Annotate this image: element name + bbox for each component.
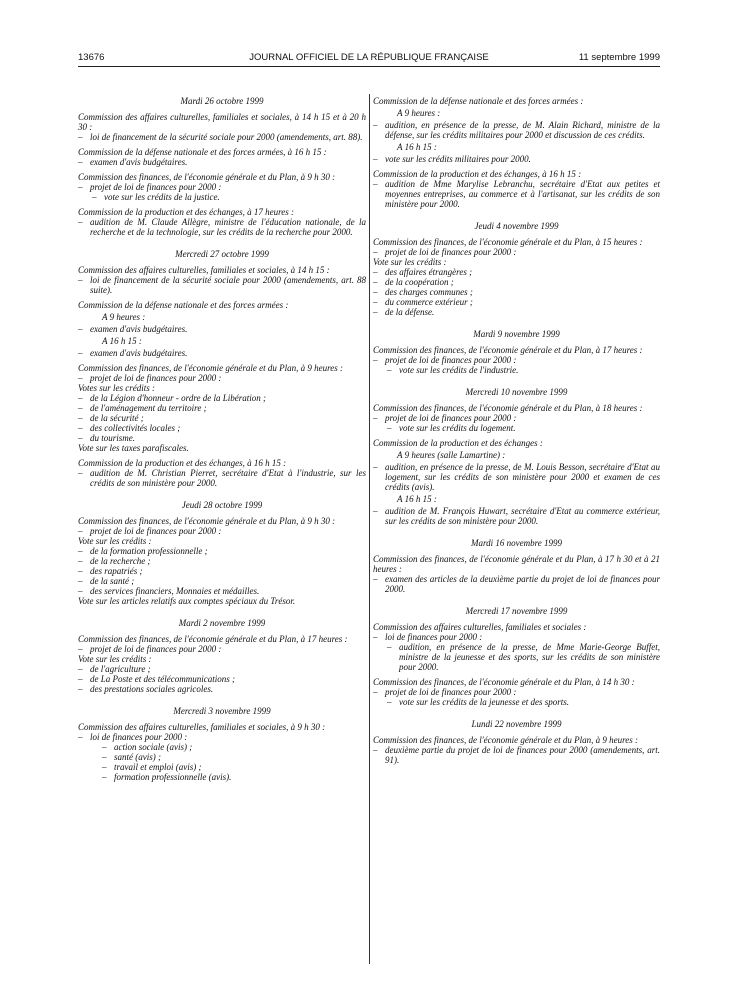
agenda-item: – de l'agriculture ; — [78, 664, 366, 674]
agenda-day — [373, 221, 660, 317]
commission-name: Commission des finances, de l'économie générale et du Plan, à 14 h 30 : — [373, 677, 635, 687]
agenda-day — [78, 500, 366, 606]
agenda-subitem: – action sociale (avis) ; — [78, 742, 366, 752]
commission-name: Commission de la défense nationale et des forces armées : — [78, 300, 289, 310]
agenda-day — [78, 618, 366, 694]
agenda-item: – projet de loi de finances pour 2000 : — [78, 373, 366, 383]
vote-heading: Vote sur les crédits : — [78, 654, 152, 664]
session-time: A 16 h 15 : — [397, 142, 437, 152]
column-divider — [369, 94, 370, 964]
agenda-item: – vote sur les crédits militaires pour 2000. — [373, 154, 660, 164]
agenda-item: – audition, en présence de la presse, de M. Louis Besson, secrétaire d'Etat au logement, sur les crédits de son ministère pour 2000 et examen de ces crédits (avis). — [373, 462, 660, 492]
commission-block — [373, 96, 660, 164]
right-column — [373, 96, 660, 770]
agenda-item: – des services financiers, Monnaies et médailles. — [78, 586, 366, 596]
agenda-item: – examen d'avis budgétaires. — [78, 348, 366, 358]
vote-heading: Vote sur les taxes parafiscales. — [78, 443, 189, 453]
commission-block — [78, 112, 366, 142]
agenda-item: – de la sécurité ; — [78, 413, 366, 423]
day-heading: Lundi 22 novembre 1999 — [471, 719, 562, 729]
commission-name: Commission des finances, de l'économie générale et du Plan, à 9 heures : — [373, 735, 639, 745]
agenda-item: – audition, en présence de la presse, de M. Alain Richard, ministre de la défense, sur les crédits militaires pour 2000 et discussion de ces crédits. — [373, 120, 660, 140]
vote-heading: Vote sur les articles relatifs aux comptes spéciaux du Trésor. — [78, 596, 296, 606]
day-heading: Mardi 2 novembre 1999 — [178, 618, 266, 628]
day-heading: Jeudi 28 octobre 1999 — [181, 500, 263, 510]
commission-name: Commission des finances, de l'économie générale et du Plan, à 17 heures : — [78, 634, 348, 644]
agenda-item: – de La Poste et des télécommunications ; — [78, 674, 366, 684]
session-time: A 9 heures : — [397, 108, 441, 118]
session-time: A 16 h 15 : — [397, 494, 437, 504]
agenda-item: – loi de finances pour 2000 : — [78, 732, 366, 742]
day-heading: Mercredi 10 novembre 1999 — [465, 387, 568, 397]
commission-name: Commission de la défense nationale et des forces armées : — [373, 96, 584, 106]
commission-name: Commission des finances, de l'économie générale et du Plan, à 9 h 30 : — [78, 516, 336, 526]
commission-name: Commission de la production et des échanges, à 16 h 15 : — [78, 458, 287, 468]
agenda-subitem: – vote sur les crédits de l'industrie. — [373, 365, 660, 375]
agenda-item: – de la défense. — [373, 307, 660, 317]
journal-title: JOURNAL OFFICIEL DE LA RÉPUBLIQUE FRANÇAISE — [249, 52, 489, 63]
session-time: A 16 h 15 : — [102, 336, 142, 346]
agenda-day — [373, 329, 660, 375]
commission-block — [373, 438, 660, 526]
agenda-item: – des rapatriés ; — [78, 566, 366, 576]
agenda-item: – des charges communes ; — [373, 287, 660, 297]
commission-block — [373, 735, 660, 765]
session-time: A 9 heures : — [102, 312, 146, 322]
agenda-subitem: – formation professionnelle (avis). — [78, 772, 366, 782]
agenda-item: – examen d'avis budgétaires. — [78, 157, 366, 167]
day-heading: Mardi 9 novembre 1999 — [473, 329, 560, 339]
agenda-subitem: – audition, en présence de la presse, de Mme Marie-George Buffet, ministre de la jeunesse et des sports, sur les crédits de son ministère pour 2000. — [373, 642, 660, 672]
commission-block — [78, 363, 366, 453]
vote-heading: Vote sur les crédits : — [78, 536, 152, 546]
commission-name: Commission des affaires culturelles, familiales et sociales, à 14 h 15 et à 20 h 30 : — [78, 112, 366, 132]
agenda-day — [373, 96, 660, 209]
agenda-item: – de la formation professionnelle ; — [78, 546, 366, 556]
day-heading: Jeudi 4 novembre 1999 — [474, 221, 559, 231]
commission-block — [78, 458, 366, 488]
agenda-item: – audition de M. François Huwart, secrétaire d'Etat au commerce extérieur, sur les crédits de son ministère pour 2000. — [373, 506, 660, 526]
agenda-item: – du commerce extérieur ; — [373, 297, 660, 307]
commission-block — [373, 345, 660, 375]
commission-block — [373, 237, 660, 317]
session-time: A 9 heures (salle Lamartine) : — [397, 450, 506, 460]
agenda-item: – projet de loi de finances pour 2000 : — [373, 687, 660, 697]
issue-date: 11 septembre 1999 — [578, 52, 660, 63]
commission-name: Commission de la défense nationale et des forces armées, à 16 h 15 : — [78, 147, 327, 157]
commission-name: Commission des finances, de l'économie générale et du Plan, à 9 heures : — [78, 363, 344, 373]
agenda-item: – examen des articles de la deuxième partie du projet de loi de finances pour 2000. — [373, 574, 660, 594]
agenda-item: – loi de financement de la sécurité sociale pour 2000 (amendements, art. 88 suite). — [78, 275, 366, 295]
commission-name: Commission de la production et des échanges, à 17 heures : — [78, 207, 295, 217]
agenda-item: – de la santé ; — [78, 576, 366, 586]
commission-block — [373, 554, 660, 594]
agenda-item: – loi de financement de la sécurité sociale pour 2000 (amendements, art. 88). — [78, 132, 366, 142]
agenda-item: – projet de loi de finances pour 2000 : — [78, 182, 366, 192]
left-column — [78, 96, 366, 787]
commission-block — [373, 622, 660, 672]
commission-name: Commission de la production et des échanges : — [373, 438, 543, 448]
agenda-subitem: – vote sur les crédits de la justice. — [78, 192, 366, 202]
day-heading: Mardi 16 novembre 1999 — [470, 538, 563, 548]
agenda-item: – projet de loi de finances pour 2000 : — [78, 644, 366, 654]
day-heading: Mercredi 3 novembre 1999 — [173, 706, 271, 716]
vote-heading: Vote sur les crédits : — [373, 257, 447, 267]
commission-name: Commission des finances, de l'économie générale et du Plan, à 17 heures : — [373, 345, 643, 355]
agenda-item: – audition de Mme Marylise Lebranchu, secrétaire d'Etat aux petites et moyennes entreprises, au commerce et à l'artisanat, sur les crédits de son ministère pour 2000. — [373, 179, 660, 209]
commission-block — [78, 634, 366, 694]
agenda-item: – projet de loi de finances pour 2000 : — [373, 355, 660, 365]
commission-name: Commission des affaires culturelles, familiales et sociales, à 9 h 30 : — [78, 722, 326, 732]
day-heading: Mercredi 27 octobre 1999 — [175, 249, 269, 259]
agenda-subitem: – vote sur les crédits de la jeunesse et des sports. — [373, 697, 660, 707]
agenda-item: – de la Légion d'honneur - ordre de la Libération ; — [78, 393, 366, 403]
agenda-item: – audition de M. Christian Pierret, secrétaire d'Etat à l'industrie, sur les crédits de son ministère pour 2000. — [78, 468, 366, 488]
agenda-item: – audition de M. Claude Allègre, ministre de l'éducation nationale, de la recherche et de la technologie, sur les crédits de la recherche pour 2000. — [78, 217, 366, 237]
commission-block — [373, 677, 660, 707]
page-number: 13676 — [78, 52, 105, 63]
agenda-item: – de la coopération ; — [373, 277, 660, 287]
commission-name: Commission des finances, de l'économie générale et du Plan, à 15 heures : — [373, 237, 643, 247]
agenda-day — [373, 719, 660, 765]
agenda-subitem: – santé (avis) ; — [78, 752, 366, 762]
page-header — [78, 52, 660, 67]
agenda-item: – projet de loi de finances pour 2000 : — [373, 247, 660, 257]
commission-block — [373, 403, 660, 433]
agenda-item: – des affaires étrangères ; — [373, 267, 660, 277]
commission-name: Commission des finances, de l'économie générale et du Plan, à 17 h 30 et à 21 heures : — [373, 554, 660, 574]
commission-block — [78, 300, 366, 358]
commission-block — [78, 172, 366, 202]
commission-name: Commission des finances, de l'économie générale et du Plan, à 9 h 30 : — [78, 172, 336, 182]
agenda-day — [373, 538, 660, 594]
agenda-item: – des collectivités locales ; — [78, 423, 366, 433]
agenda-item: – de la recherche ; — [78, 556, 366, 566]
agenda-item: – loi de finances pour 2000 : — [373, 632, 660, 642]
commission-block — [78, 516, 366, 606]
agenda-item: – du tourisme. — [78, 433, 366, 443]
agenda-item: – deuxième partie du projet de loi de finances pour 2000 (amendements, art. 91). — [373, 745, 660, 765]
vote-heading: Votes sur les crédits : — [78, 383, 155, 393]
agenda-subitem: – travail et emploi (avis) ; — [78, 762, 366, 772]
agenda-day — [78, 249, 366, 488]
commission-block — [78, 722, 366, 782]
commission-block — [78, 207, 366, 237]
commission-block — [78, 265, 366, 295]
commission-block — [373, 169, 660, 209]
agenda-day — [78, 96, 366, 237]
agenda-day — [78, 706, 366, 782]
agenda-item: – projet de loi de finances pour 2000 : — [78, 526, 366, 536]
commission-name: Commission des finances, de l'économie générale et du Plan, à 18 heures : — [373, 403, 643, 413]
commission-block — [78, 147, 366, 167]
commission-name: Commission des affaires culturelles, familiales et sociales, à 14 h 15 : — [78, 265, 330, 275]
commission-name: Commission de la production et des échanges, à 16 h 15 : — [373, 169, 582, 179]
agenda-subitem: – vote sur les crédits du logement. — [373, 423, 660, 433]
agenda-day — [373, 606, 660, 707]
day-heading: Mercredi 17 novembre 1999 — [465, 606, 568, 616]
commission-name: Commission des affaires culturelles, familiales et sociales : — [373, 622, 587, 632]
agenda-day — [373, 387, 660, 526]
agenda-item: – de l'aménagement du territoire ; — [78, 403, 366, 413]
day-heading: Mardi 26 octobre 1999 — [180, 96, 264, 106]
agenda-item: – des prestations sociales agricoles. — [78, 684, 366, 694]
agenda-item: – projet de loi de finances pour 2000 : — [373, 413, 660, 423]
agenda-item: – examen d'avis budgétaires. — [78, 324, 366, 334]
